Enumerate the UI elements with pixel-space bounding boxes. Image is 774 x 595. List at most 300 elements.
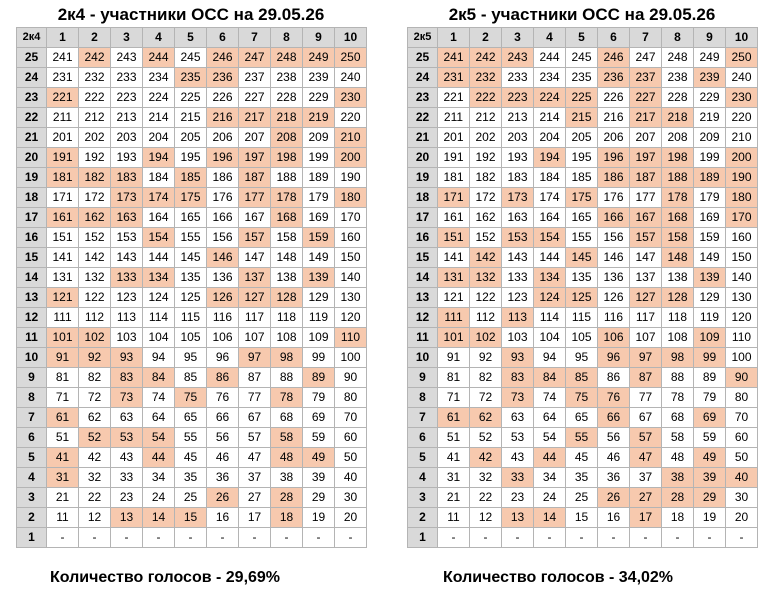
apartment-cell-participant: 39 bbox=[694, 468, 726, 488]
apartment-cell: 39 bbox=[303, 468, 335, 488]
apartment-cell: 150 bbox=[335, 248, 367, 268]
apartment-cell: 81 bbox=[438, 368, 470, 388]
apartment-cell-participant: 249 bbox=[303, 48, 335, 68]
empty-cell: - bbox=[534, 528, 566, 548]
floor-label: 23 bbox=[408, 88, 438, 108]
floor-row bbox=[17, 208, 367, 228]
apartment-cell: 177 bbox=[630, 188, 662, 208]
apartment-cell: 238 bbox=[662, 68, 694, 88]
apartment-cell-participant: 101 bbox=[47, 328, 79, 348]
apartment-cell-participant: 151 bbox=[438, 228, 470, 248]
apartment-cell-participant: 215 bbox=[566, 108, 598, 128]
apartment-cell-participant: 174 bbox=[143, 188, 175, 208]
apartment-cell: 100 bbox=[335, 348, 367, 368]
apartment-cell: 12 bbox=[470, 508, 502, 528]
apartment-cell: 66 bbox=[207, 408, 239, 428]
apartment-cell-participant: 18 bbox=[271, 508, 303, 528]
apartment-cell: 166 bbox=[207, 208, 239, 228]
apartment-cell: 31 bbox=[438, 468, 470, 488]
apartment-cell: 35 bbox=[175, 468, 207, 488]
floor-label: 19 bbox=[408, 168, 438, 188]
apartment-cell: 34 bbox=[143, 468, 175, 488]
apartment-cell-participant: 101 bbox=[438, 328, 470, 348]
apartment-cell-participant: 61 bbox=[47, 408, 79, 428]
floor-row bbox=[17, 508, 367, 528]
apartment-cell: 158 bbox=[271, 228, 303, 248]
apartment-cell: 161 bbox=[438, 208, 470, 228]
apartment-cell-participant: 83 bbox=[502, 368, 534, 388]
floor-label: 22 bbox=[408, 108, 438, 128]
column-header: 1 bbox=[438, 28, 470, 48]
apartment-cell-participant: 44 bbox=[534, 448, 566, 468]
empty-cell: - bbox=[566, 528, 598, 548]
apartment-cell: 164 bbox=[143, 208, 175, 228]
apartment-cell: 21 bbox=[438, 488, 470, 508]
apartment-cell: 79 bbox=[694, 388, 726, 408]
apartment-cell-participant: 236 bbox=[207, 68, 239, 88]
apartment-cell: 105 bbox=[566, 328, 598, 348]
apartment-cell-participant: 185 bbox=[175, 168, 207, 188]
apartment-cell: 125 bbox=[175, 288, 207, 308]
apartment-cell-participant: 166 bbox=[598, 208, 630, 228]
apartment-cell-participant: 241 bbox=[438, 48, 470, 68]
apartment-cell: 247 bbox=[630, 48, 662, 68]
apartment-cell-participant: 127 bbox=[239, 288, 271, 308]
floor-row bbox=[408, 248, 758, 268]
floor-label: 24 bbox=[408, 68, 438, 88]
empty-cell: - bbox=[470, 528, 502, 548]
apartment-cell: 11 bbox=[438, 508, 470, 528]
floor-row bbox=[17, 168, 367, 188]
apartment-cell: 58 bbox=[662, 428, 694, 448]
floor-label: 6 bbox=[408, 428, 438, 448]
apartment-cell-participant: 84 bbox=[143, 368, 175, 388]
apartment-cell: 169 bbox=[303, 208, 335, 228]
apartment-cell: 179 bbox=[303, 188, 335, 208]
apartment-cell: 226 bbox=[207, 88, 239, 108]
floor-row bbox=[17, 328, 367, 348]
floor-label: 3 bbox=[17, 488, 47, 508]
apartment-cell-participant: 248 bbox=[271, 48, 303, 68]
empty-cell: - bbox=[694, 528, 726, 548]
apartment-cell: 59 bbox=[694, 428, 726, 448]
apartment-cell-participant: 239 bbox=[694, 68, 726, 88]
floor-label: 8 bbox=[408, 388, 438, 408]
apartment-cell: 34 bbox=[534, 468, 566, 488]
apartment-cell-participant: 216 bbox=[207, 108, 239, 128]
apartment-cell-participant: 219 bbox=[303, 108, 335, 128]
apartment-cell-participant: 85 bbox=[566, 368, 598, 388]
apartment-cell-participant: 177 bbox=[239, 188, 271, 208]
apartment-cell: 74 bbox=[534, 388, 566, 408]
apartment-cell: 234 bbox=[143, 68, 175, 88]
apartment-cell: 123 bbox=[502, 288, 534, 308]
apartment-cell: 88 bbox=[662, 368, 694, 388]
apartment-cell: 43 bbox=[111, 448, 143, 468]
apartment-cell: 118 bbox=[662, 308, 694, 328]
apartment-cell: 151 bbox=[47, 228, 79, 248]
floor-label: 17 bbox=[17, 208, 47, 228]
apartment-cell: 233 bbox=[111, 68, 143, 88]
apartment-cell: 72 bbox=[470, 388, 502, 408]
empty-cell: - bbox=[239, 528, 271, 548]
apartment-cell: 155 bbox=[566, 228, 598, 248]
column-header: 9 bbox=[303, 28, 335, 48]
floor-label: 9 bbox=[408, 368, 438, 388]
apartment-cell-participant: 217 bbox=[239, 108, 271, 128]
apartment-cell: 170 bbox=[335, 208, 367, 228]
apartment-cell: 199 bbox=[694, 148, 726, 168]
apartment-cell: 51 bbox=[47, 428, 79, 448]
apartment-cell-participant: 139 bbox=[694, 268, 726, 288]
floor-label: 25 bbox=[17, 48, 47, 68]
floor-row bbox=[408, 188, 758, 208]
apartment-cell-participant: 52 bbox=[79, 428, 111, 448]
apartment-cell-participant: 230 bbox=[726, 88, 758, 108]
apartment-cell-participant: 218 bbox=[271, 108, 303, 128]
apartment-cell: 165 bbox=[566, 208, 598, 228]
apartment-cell-participant: 125 bbox=[566, 288, 598, 308]
apartment-cell-participant: 242 bbox=[470, 48, 502, 68]
apartment-cell: 117 bbox=[239, 308, 271, 328]
floor-row bbox=[408, 448, 758, 468]
apartment-cell-participant: 218 bbox=[662, 108, 694, 128]
apartment-cell: 182 bbox=[470, 168, 502, 188]
apartment-cell: 114 bbox=[143, 308, 175, 328]
apartment-cell: 70 bbox=[726, 408, 758, 428]
apartment-cell: 36 bbox=[598, 468, 630, 488]
apartment-cell: 86 bbox=[598, 368, 630, 388]
apartment-cell: 64 bbox=[143, 408, 175, 428]
apartment-cell: 95 bbox=[175, 348, 207, 368]
floor-label: 2 bbox=[408, 508, 438, 528]
floor-label: 20 bbox=[408, 148, 438, 168]
apartment-cell: 137 bbox=[630, 268, 662, 288]
apartment-cell: 23 bbox=[111, 488, 143, 508]
apartment-cell: 124 bbox=[143, 288, 175, 308]
apartment-cell: 223 bbox=[111, 88, 143, 108]
apartment-cell-participant: 106 bbox=[598, 328, 630, 348]
floor-label: 18 bbox=[408, 188, 438, 208]
apartment-cell: 232 bbox=[79, 68, 111, 88]
apartment-cell: 20 bbox=[726, 508, 758, 528]
apartment-cell: 199 bbox=[303, 148, 335, 168]
floor-label: 1 bbox=[408, 528, 438, 548]
floor-row bbox=[408, 368, 758, 388]
apartment-cell: 190 bbox=[335, 168, 367, 188]
apartment-cell: 115 bbox=[175, 308, 207, 328]
column-header: 3 bbox=[111, 28, 143, 48]
apartment-cell-participant: 200 bbox=[726, 148, 758, 168]
apartment-cell: 71 bbox=[47, 388, 79, 408]
apartment-cell: 204 bbox=[534, 128, 566, 148]
apartment-cell: 204 bbox=[143, 128, 175, 148]
apartment-cell: 206 bbox=[207, 128, 239, 148]
apartment-cell-participant: 55 bbox=[566, 428, 598, 448]
apartment-cell-participant: 197 bbox=[630, 148, 662, 168]
apartment-cell-participant: 128 bbox=[271, 288, 303, 308]
column-header: 6 bbox=[598, 28, 630, 48]
apartment-cell: 148 bbox=[271, 248, 303, 268]
apartment-cell: 24 bbox=[534, 488, 566, 508]
apartment-cell: 16 bbox=[207, 508, 239, 528]
apartment-cell: 229 bbox=[694, 88, 726, 108]
apartment-cell: 133 bbox=[502, 268, 534, 288]
empty-cell: - bbox=[79, 528, 111, 548]
apartment-cell: 221 bbox=[438, 88, 470, 108]
apartment-cell: 16 bbox=[598, 508, 630, 528]
apartment-cell-participant: 38 bbox=[662, 468, 694, 488]
apartment-cell: 220 bbox=[335, 108, 367, 128]
floor-row bbox=[408, 128, 758, 148]
apartment-cell-participant: 210 bbox=[335, 128, 367, 148]
apartment-cell-participant: 246 bbox=[207, 48, 239, 68]
floor-label: 22 bbox=[17, 108, 47, 128]
apartment-cell: 29 bbox=[303, 488, 335, 508]
apartment-cell: 63 bbox=[502, 408, 534, 428]
apartment-cell-participant: 224 bbox=[534, 88, 566, 108]
apartment-cell: 123 bbox=[111, 288, 143, 308]
apartment-cell: 129 bbox=[694, 288, 726, 308]
apartment-cell: 172 bbox=[470, 188, 502, 208]
column-header: 7 bbox=[239, 28, 271, 48]
apartment-cell: 104 bbox=[143, 328, 175, 348]
apartment-cell-participant: 28 bbox=[271, 488, 303, 508]
apartment-cell-participant: 134 bbox=[143, 268, 175, 288]
apartment-cell: 208 bbox=[662, 128, 694, 148]
apartment-cell: 72 bbox=[79, 388, 111, 408]
apartment-cell: 111 bbox=[47, 308, 79, 328]
floor-label: 17 bbox=[408, 208, 438, 228]
floor-row bbox=[408, 68, 758, 88]
apartment-cell: 191 bbox=[438, 148, 470, 168]
apartment-cell: 77 bbox=[239, 388, 271, 408]
apartment-cell-participant: 132 bbox=[470, 268, 502, 288]
apartment-cell: 35 bbox=[566, 468, 598, 488]
empty-cell: - bbox=[662, 528, 694, 548]
apartment-cell: 145 bbox=[175, 248, 207, 268]
floor-row bbox=[17, 68, 367, 88]
apartment-cell-participant: 178 bbox=[662, 188, 694, 208]
apartment-cell-participant: 242 bbox=[79, 48, 111, 68]
apartment-cell: 25 bbox=[566, 488, 598, 508]
floor-row bbox=[408, 268, 758, 288]
apartment-cell-participant: 48 bbox=[271, 448, 303, 468]
apartment-cell-participant: 44 bbox=[143, 448, 175, 468]
apartment-cell-participant: 98 bbox=[662, 348, 694, 368]
apartment-cell-participant: 53 bbox=[111, 428, 143, 448]
table-title-left: 2к4 - участники ОСС на 29.05.26 bbox=[57, 5, 325, 24]
apartment-cell: 67 bbox=[239, 408, 271, 428]
apartment-cell: 211 bbox=[438, 108, 470, 128]
apartment-cell: 103 bbox=[111, 328, 143, 348]
apartment-cell: 206 bbox=[598, 128, 630, 148]
apartment-cell-participant: 168 bbox=[662, 208, 694, 228]
apartment-cell: 80 bbox=[726, 388, 758, 408]
apartment-cell: 245 bbox=[175, 48, 207, 68]
floor-label: 11 bbox=[408, 328, 438, 348]
apartment-cell: 234 bbox=[534, 68, 566, 88]
floor-label: 5 bbox=[408, 448, 438, 468]
apartment-cell: 176 bbox=[598, 188, 630, 208]
apartment-cell: 25 bbox=[175, 488, 207, 508]
apartment-cell-participant: 28 bbox=[662, 488, 694, 508]
apartment-cell: 122 bbox=[470, 288, 502, 308]
apartment-cell-participant: 217 bbox=[630, 108, 662, 128]
apartment-cell: 156 bbox=[598, 228, 630, 248]
apartment-cell-participant: 90 bbox=[726, 368, 758, 388]
apartment-cell: 70 bbox=[335, 408, 367, 428]
apartment-cell-participant: 189 bbox=[694, 168, 726, 188]
apartment-cell: 138 bbox=[662, 268, 694, 288]
apartment-cell: 184 bbox=[143, 168, 175, 188]
apartment-cell: 164 bbox=[534, 208, 566, 228]
apartment-cell-participant: 41 bbox=[47, 448, 79, 468]
apartment-cell-participant: 97 bbox=[239, 348, 271, 368]
empty-cell: - bbox=[303, 528, 335, 548]
apartment-cell: 132 bbox=[79, 268, 111, 288]
apartment-cell: 150 bbox=[726, 248, 758, 268]
apartment-cell-participant: 187 bbox=[630, 168, 662, 188]
floor-label: 1 bbox=[17, 528, 47, 548]
apartment-cell-participant: 173 bbox=[502, 188, 534, 208]
apartment-cell: 119 bbox=[303, 308, 335, 328]
floor-row bbox=[17, 188, 367, 208]
apartment-cell: 231 bbox=[47, 68, 79, 88]
apartment-cell: 141 bbox=[47, 248, 79, 268]
apartment-cell-participant: 126 bbox=[207, 288, 239, 308]
apartment-cell: 212 bbox=[470, 108, 502, 128]
apartment-cell: 109 bbox=[303, 328, 335, 348]
apartment-cell-participant: 181 bbox=[47, 168, 79, 188]
apartment-cell: 51 bbox=[438, 428, 470, 448]
apartment-cell: 30 bbox=[335, 488, 367, 508]
apartment-cell: 214 bbox=[143, 108, 175, 128]
apartment-cell: 160 bbox=[726, 228, 758, 248]
empty-cell: - bbox=[207, 528, 239, 548]
apartment-cell: 68 bbox=[662, 408, 694, 428]
apartment-cell: 171 bbox=[47, 188, 79, 208]
floor-label: 10 bbox=[17, 348, 47, 368]
floor-row bbox=[408, 508, 758, 528]
apartment-cell-participant: 124 bbox=[534, 288, 566, 308]
apartment-cell: 241 bbox=[47, 48, 79, 68]
apartment-cell-participant: 73 bbox=[111, 388, 143, 408]
apartment-cell: 30 bbox=[726, 488, 758, 508]
floor-row bbox=[408, 348, 758, 368]
apartment-cell-participant: 191 bbox=[47, 148, 79, 168]
apartment-cell-participant: 83 bbox=[111, 368, 143, 388]
apartment-cell-participant: 187 bbox=[239, 168, 271, 188]
apartment-cell: 99 bbox=[303, 348, 335, 368]
apartment-cell-participant: 222 bbox=[470, 88, 502, 108]
apartment-cell: 78 bbox=[662, 388, 694, 408]
apartment-cell: 186 bbox=[207, 168, 239, 188]
apartment-cell: 74 bbox=[143, 388, 175, 408]
apartment-cell-participant: 131 bbox=[438, 268, 470, 288]
apartment-cell: 54 bbox=[534, 428, 566, 448]
apartment-cell: 85 bbox=[175, 368, 207, 388]
floor-row bbox=[17, 228, 367, 248]
apartment-cell-participant: 96 bbox=[598, 348, 630, 368]
apartment-cell: 207 bbox=[630, 128, 662, 148]
apartment-cell: 89 bbox=[694, 368, 726, 388]
apartment-cell: 79 bbox=[303, 388, 335, 408]
apartment-cell: 224 bbox=[143, 88, 175, 108]
apartment-cell-participant: 61 bbox=[438, 408, 470, 428]
apartment-cell: 142 bbox=[79, 248, 111, 268]
apartment-grid-left bbox=[16, 27, 367, 548]
floor-label: 21 bbox=[408, 128, 438, 148]
apartment-cell: 69 bbox=[303, 408, 335, 428]
apartment-cell: 181 bbox=[438, 168, 470, 188]
apartment-cell: 195 bbox=[566, 148, 598, 168]
apartment-cell-participant: 111 bbox=[438, 308, 470, 328]
apartment-cell: 65 bbox=[566, 408, 598, 428]
apartment-cell: 225 bbox=[175, 88, 207, 108]
apartment-cell: 207 bbox=[239, 128, 271, 148]
floor-row bbox=[17, 488, 367, 508]
apartment-cell-participant: 113 bbox=[502, 308, 534, 328]
floor-label: 3 bbox=[408, 488, 438, 508]
apartment-cell: 205 bbox=[175, 128, 207, 148]
apartment-cell: 212 bbox=[79, 108, 111, 128]
floor-label: 9 bbox=[17, 368, 47, 388]
apartment-cell: 179 bbox=[694, 188, 726, 208]
apartment-cell-participant: 157 bbox=[630, 228, 662, 248]
empty-cell: - bbox=[111, 528, 143, 548]
apartment-cell-participant: 134 bbox=[534, 268, 566, 288]
apartment-cell: 167 bbox=[239, 208, 271, 228]
apartment-cell-participant: 128 bbox=[662, 288, 694, 308]
apartment-cell: 17 bbox=[239, 508, 271, 528]
apartment-cell-participant: 250 bbox=[335, 48, 367, 68]
apartment-cell-participant: 75 bbox=[175, 388, 207, 408]
apartment-cell-participant: 49 bbox=[303, 448, 335, 468]
apartment-cell-participant: 158 bbox=[662, 228, 694, 248]
floor-label: 19 bbox=[17, 168, 47, 188]
apartment-cell-participant: 97 bbox=[630, 348, 662, 368]
empty-cell: - bbox=[335, 528, 367, 548]
floor-row bbox=[408, 148, 758, 168]
apartment-cell-participant: 73 bbox=[502, 388, 534, 408]
apartment-cell: 203 bbox=[111, 128, 143, 148]
apartment-cell-participant: 78 bbox=[271, 388, 303, 408]
apartment-cell: 214 bbox=[534, 108, 566, 128]
apartment-cell-participant: 223 bbox=[502, 88, 534, 108]
apartment-cell: 130 bbox=[726, 288, 758, 308]
apartment-cell: 40 bbox=[335, 468, 367, 488]
apartment-cell: 235 bbox=[566, 68, 598, 88]
apartment-cell: 47 bbox=[239, 448, 271, 468]
apartment-cell-participant: 175 bbox=[175, 188, 207, 208]
apartment-cell: 209 bbox=[694, 128, 726, 148]
apartment-cell-participant: 40 bbox=[726, 468, 758, 488]
apartment-cell-participant: 75 bbox=[566, 388, 598, 408]
apartment-cell-participant: 86 bbox=[207, 368, 239, 388]
apartment-cell: 211 bbox=[47, 108, 79, 128]
apartment-cell: 22 bbox=[79, 488, 111, 508]
apartment-cell: 114 bbox=[534, 308, 566, 328]
apartment-cell: 193 bbox=[111, 148, 143, 168]
empty-cell: - bbox=[726, 528, 758, 548]
apartment-cell: 237 bbox=[239, 68, 271, 88]
apartment-cell-participant: 17 bbox=[630, 508, 662, 528]
apartment-cell: 57 bbox=[239, 428, 271, 448]
apartment-cell: 91 bbox=[438, 348, 470, 368]
floor-row bbox=[408, 208, 758, 228]
apartment-cell: 122 bbox=[79, 288, 111, 308]
